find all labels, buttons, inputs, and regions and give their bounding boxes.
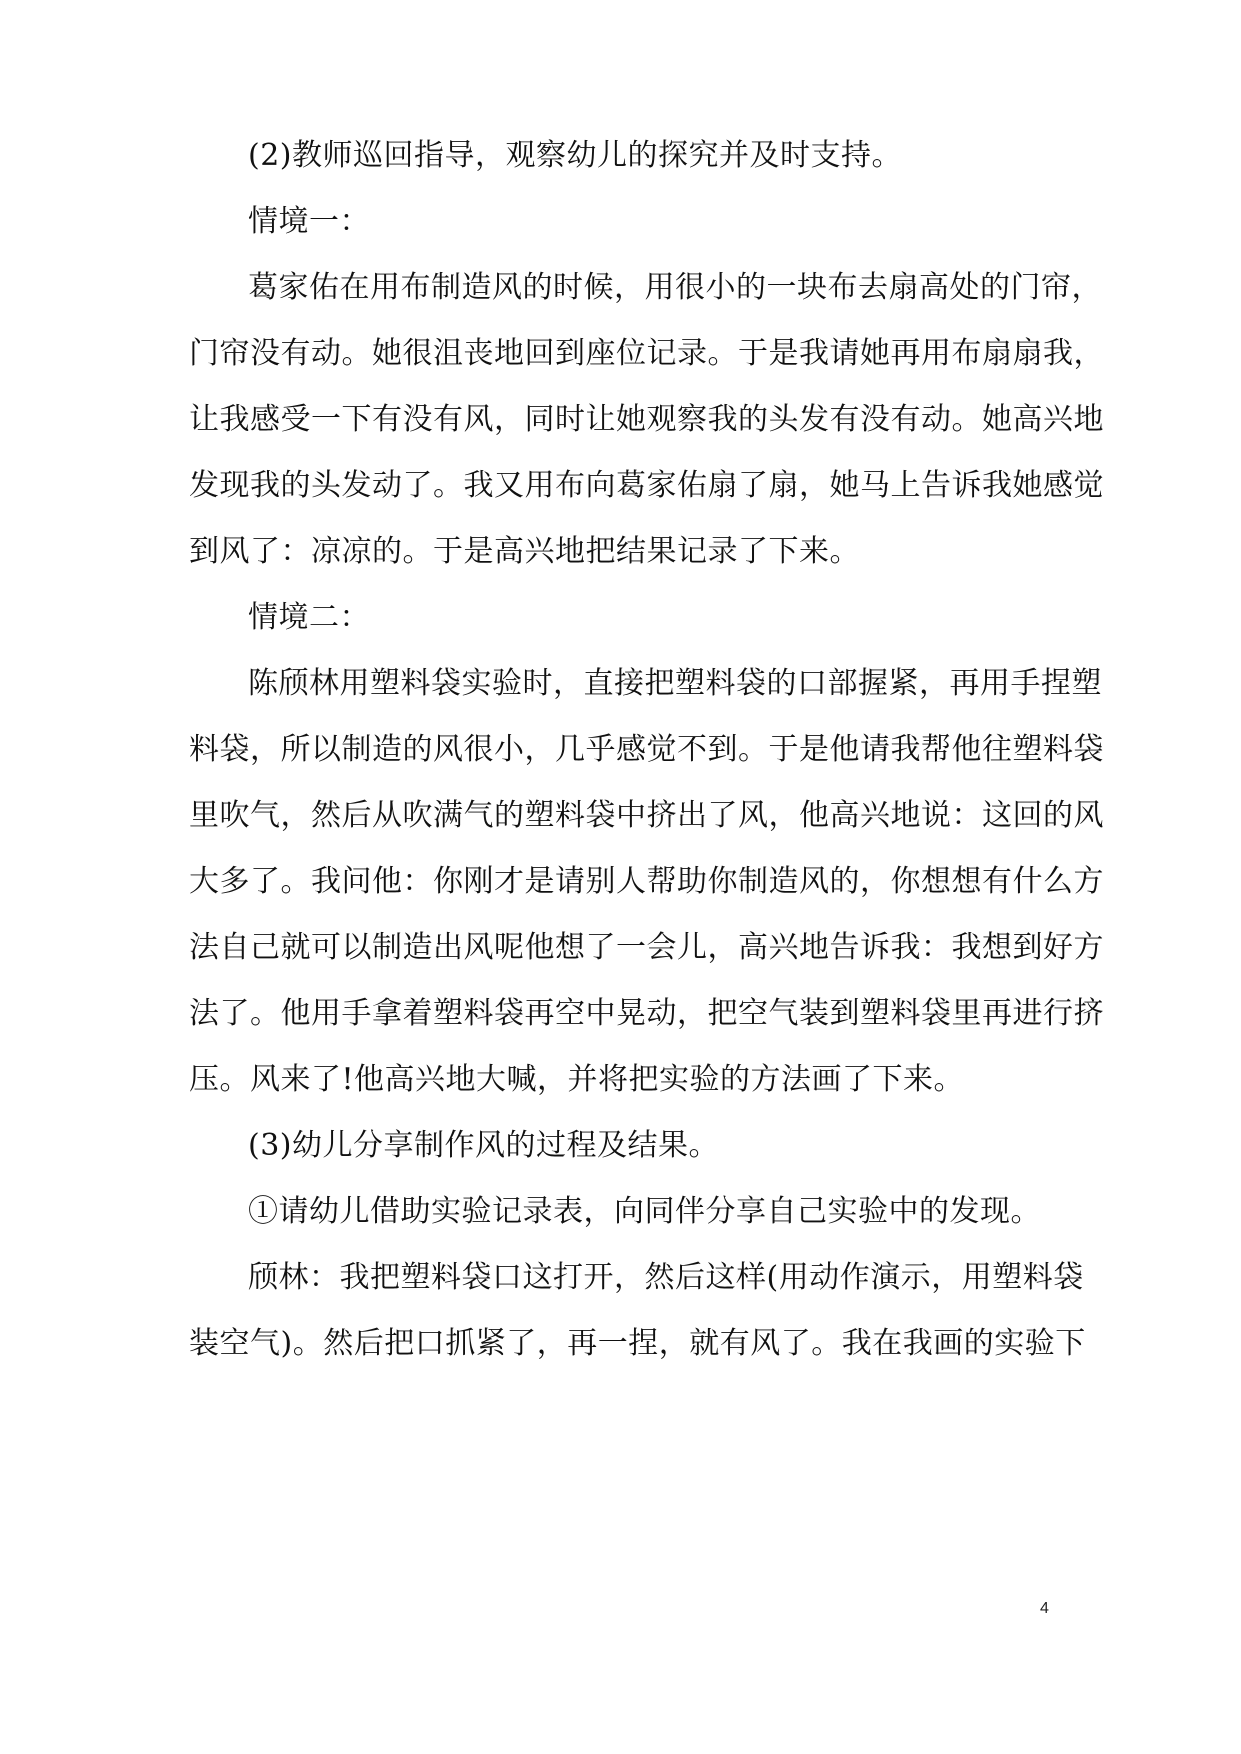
paragraph-line: 发现我的头发动了。我又用布向葛家佑扇了扇，她马上告诉我她感觉 (189, 468, 1104, 503)
paragraph-line: 葛家佑在用布制造风的时候，用很小的一块布去扇高处的门帘， (248, 270, 1102, 305)
paragraph-line: ①请幼儿借助实验记录表，向同伴分享自己实验中的发现。 (248, 1194, 1041, 1229)
paragraph-line: 法自己就可以制造出风呢他想了一会儿，高兴地告诉我：我想到好方 (189, 930, 1104, 965)
paragraph-line: 法了。他用手拿着塑料袋再空中晃动，把空气装到塑料袋里再进行挤 (189, 996, 1104, 1031)
paragraph-line: 情境二： (248, 600, 370, 635)
paragraph-line: 颀林：我把塑料袋口这打开，然后这样(用动作演示，用塑料袋 (248, 1260, 1084, 1295)
paragraph-line: (3)幼儿分享制作风的过程及结果。 (248, 1128, 719, 1163)
paragraph-line: 装空气)。然后把口抓紧了，再一捏，就有风了。我在我画的实验下 (189, 1326, 1086, 1361)
paragraph-line: 情境一： (248, 204, 370, 239)
paragraph-line: 料袋，所以制造的风很小，几乎感觉不到。于是他请我帮他往塑料袋 (189, 732, 1104, 767)
paragraph-line: 让我感受一下有没有风，同时让她观察我的头发有没有动。她高兴地 (189, 402, 1104, 437)
paragraph-line: 陈颀林用塑料袋实验时，直接把塑料袋的口部握紧，再用手捏塑 (248, 666, 1102, 701)
paragraph-line: 大多了。我问他：你刚才是请别人帮助你制造风的，你想想有什么方 (189, 864, 1104, 899)
page-number: 4 (1040, 1600, 1049, 1617)
paragraph-line: (2)教师巡回指导，观察幼儿的探究并及时支持。 (248, 138, 902, 173)
paragraph-line: 门帘没有动。她很沮丧地回到座位记录。于是我请她再用布扇扇我， (189, 336, 1104, 371)
paragraph-line: 压。风来了!他高兴地大喊，并将把实验的方法画了下来。 (189, 1062, 965, 1097)
paragraph-line: 到风了：凉凉的。于是高兴地把结果记录了下来。 (189, 534, 860, 569)
paragraph-line: 里吹气，然后从吹满气的塑料袋中挤出了风，他高兴地说：这回的风 (189, 798, 1104, 833)
